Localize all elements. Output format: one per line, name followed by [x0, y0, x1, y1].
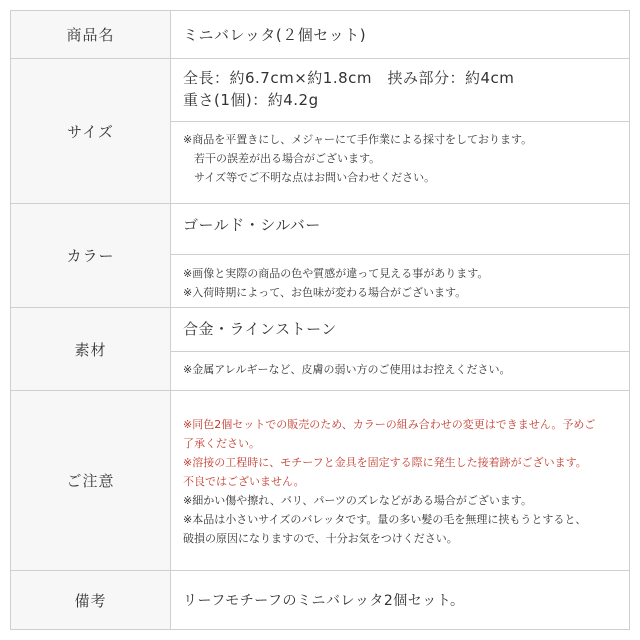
row-caution: [11, 391, 629, 571]
label-caution: ご注意: [11, 391, 171, 570]
content-caution: [171, 391, 629, 570]
warning-line: 了承ください。: [183, 437, 260, 450]
label-product-name: 商品名: [11, 11, 171, 58]
remarks-value: リーフモチーフのミニバレッタ2個セット。: [183, 593, 465, 609]
row-product-name: [11, 11, 629, 59]
row-remarks: [11, 571, 629, 629]
color-value: ゴールド・シルバー: [171, 204, 629, 255]
content-material: [171, 308, 629, 390]
content-size: [171, 59, 629, 203]
caution-notes: [171, 415, 629, 548]
material-value: 合金・ラインストーン: [171, 308, 629, 352]
note-line: 破損の原因になりますので、十分お気をつけください。: [183, 532, 458, 545]
size-weight: 重さ(1個)：約4.2g: [183, 91, 319, 109]
note-line: サイズ等でご不明な点はお問い合わせください。: [183, 171, 436, 184]
row-size: [11, 59, 629, 204]
row-material: [11, 308, 629, 391]
label-color: カラー: [11, 204, 171, 307]
note-line: ※細かい傷や擦れ、バリ、パーツのズレなどがある場合がございます。: [183, 494, 533, 507]
product-spec-table: [10, 10, 630, 630]
note-line: ※本品は小さいサイズのバレッタです。量の多い髪の毛を無理に挟もうとすると、: [183, 513, 587, 526]
warning-line: ※溶接の工程時に、モチーフと金具を固定する際に発生した接着跡がございます。: [183, 456, 587, 469]
size-main: [171, 59, 629, 122]
note-line: ※画像と実際の商品の色や質感が違って見える事があります。: [183, 267, 489, 280]
note-line: ※入荷時期によって、お色味が変わる場合がございます。: [183, 286, 467, 299]
row-color: [11, 204, 629, 308]
size-notes: [171, 130, 629, 187]
label-size: サイズ: [11, 59, 171, 203]
warning-line: 不良ではございません。: [183, 475, 305, 488]
material-notes: [171, 360, 629, 379]
note-line: ※商品を平置きにし、メジャーにて手作業による採寸をしております。: [183, 133, 533, 146]
note-line: 若干の誤差が出る場合がございます。: [183, 152, 381, 165]
label-remarks: 備考: [11, 571, 171, 629]
content-color: [171, 204, 629, 307]
note-line: ※金属アレルギーなど、皮膚の弱い方のご使用はお控えください。: [183, 363, 511, 376]
product-name-value: ミニバレッタ(２個セット): [183, 26, 367, 44]
size-dimensions: 全長：約6.7cm×約1.8cm 挟み部分：約4cm: [183, 69, 515, 87]
label-material: 素材: [11, 308, 171, 390]
warning-line: ※同色2個セットでの販売のため、カラーの組み合わせの変更はできません。予めご: [183, 418, 596, 431]
content-product-name: [171, 11, 629, 58]
content-remarks: [171, 571, 629, 629]
color-notes: [171, 264, 629, 302]
